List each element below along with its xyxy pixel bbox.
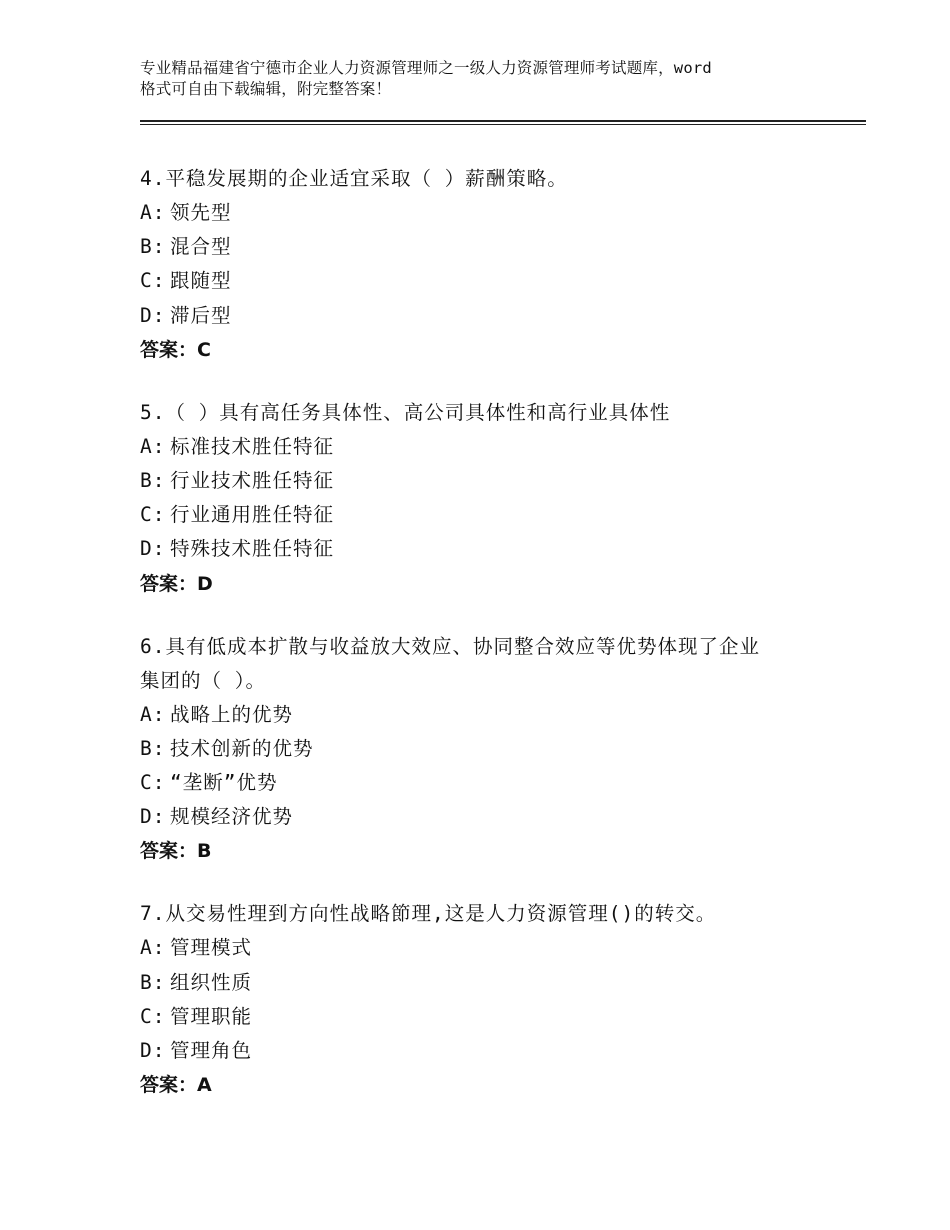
option-key: B: — [140, 469, 166, 493]
option-text: 管理职能 — [170, 1004, 253, 1028]
option-key: A: — [140, 702, 166, 726]
option-text: 技术创新的优势 — [170, 736, 314, 760]
option-key: C: — [140, 1004, 166, 1028]
option-b — [140, 230, 840, 264]
option-text: 特殊技术胜任特征 — [170, 537, 335, 561]
option-a — [140, 931, 840, 965]
option-key: C: — [140, 269, 166, 293]
question-stem-continued: 集团的（ ）。 — [140, 668, 266, 692]
question-stem: 7.从交易性理到方向性战略節理,这是人力资源管理()的转交。 — [140, 902, 717, 926]
option-key: B: — [140, 235, 166, 259]
option-key: D: — [140, 1039, 166, 1063]
option-text: 行业技术胜任特征 — [170, 469, 335, 493]
option-text: 混合型 — [170, 235, 232, 259]
option-key: A: — [140, 434, 166, 458]
option-text: 滞后型 — [170, 303, 232, 327]
option-text: “垄断”优势 — [170, 771, 278, 795]
option-d — [140, 1034, 840, 1068]
question-6 — [140, 630, 840, 869]
question-stem: 4.平稳发展期的企业适宜采取（ ）薪酬策略。 — [140, 167, 568, 190]
header-divider-thick — [140, 120, 866, 122]
option-c — [140, 498, 840, 532]
option-text: 战略上的优势 — [170, 702, 294, 726]
option-c — [140, 264, 840, 298]
option-text: 领先型 — [170, 201, 232, 224]
option-key: C: — [140, 771, 166, 795]
question-4 — [140, 162, 840, 367]
option-text: 规模经济优势 — [170, 805, 294, 829]
option-key: D: — [140, 537, 166, 561]
option-text: 跟随型 — [170, 269, 232, 293]
option-text: 标准技术胜任特征 — [170, 434, 335, 458]
header-divider-thin — [140, 124, 866, 125]
question-list — [140, 162, 840, 1131]
option-d — [140, 532, 840, 566]
option-a — [140, 196, 840, 230]
answer-label: 答案：C — [140, 338, 211, 361]
option-key: C: — [140, 503, 166, 527]
option-key: A: — [140, 201, 166, 224]
option-a — [140, 430, 840, 464]
option-key: B: — [140, 970, 166, 994]
document-header — [140, 58, 820, 100]
option-b — [140, 464, 840, 498]
option-text: 组织性质 — [170, 970, 253, 994]
answer-label: 答案：D — [140, 572, 213, 595]
option-c — [140, 1000, 840, 1034]
answer-label: 答案：B — [140, 840, 212, 863]
option-b — [140, 966, 840, 1000]
answer-label: 答案：A — [140, 1074, 212, 1097]
option-a — [140, 698, 840, 732]
option-d — [140, 299, 840, 333]
option-text: 管理模式 — [170, 936, 253, 960]
question-stem: 6.具有低成本扩散与收益放大效应、协同整合效应等优势体现了企业 — [140, 634, 760, 658]
header-line-1: 专业精品福建省宁德市企业人力资源管理师之一级人力资源管理师考试题库，word — [140, 59, 712, 77]
option-text: 行业通用胜任特征 — [170, 503, 335, 527]
option-d — [140, 800, 840, 834]
option-c — [140, 766, 840, 800]
option-key: A: — [140, 936, 166, 960]
option-key: D: — [140, 805, 166, 829]
question-5 — [140, 396, 840, 601]
question-7 — [140, 897, 840, 1102]
option-text: 管理角色 — [170, 1039, 253, 1063]
option-key: D: — [140, 303, 166, 327]
option-key: B: — [140, 736, 166, 760]
header-line-2: 格式可自由下载编辑，附完整答案！ — [140, 80, 392, 98]
option-b — [140, 732, 840, 766]
question-stem: 5.（ ）具有高任务具体性、高公司具体性和高行业具体性 — [140, 400, 671, 424]
